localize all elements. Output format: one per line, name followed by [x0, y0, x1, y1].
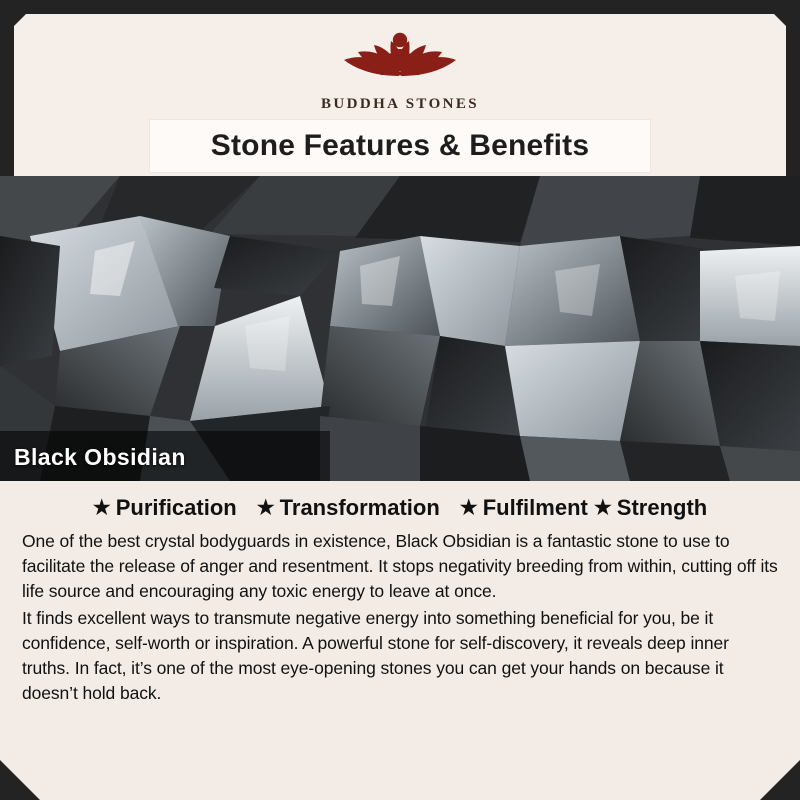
star-icon: ★ [593, 497, 612, 519]
description-paragraph-2: It finds excellent ways to transmute negative energy into something beneficial for you, be it confidence, self-worth or inspiration. A powerful stone for self-discovery, it reveals deep inner truths. In fact, it’s one of the most eye-opening stones you can get your hands on because it doesn’t hold back. [22, 608, 729, 704]
obsidian-crystal-illustration [0, 176, 800, 481]
star-icon: ★ [256, 497, 275, 519]
brand-block [0, 16, 800, 113]
keyword-label: Purification [115, 495, 237, 520]
keyword-label: Fulfilment [482, 495, 588, 520]
keyword-list [22, 495, 778, 521]
description-text [22, 529, 778, 706]
keyword-item-fulfilment [460, 495, 588, 521]
keyword-item-transformation [257, 495, 440, 521]
corner-decoration-bottom-left [0, 760, 40, 800]
keyword-item-strength [594, 495, 707, 521]
content-section [0, 481, 800, 800]
keyword-label: Strength [616, 495, 708, 520]
brand-name: BUDDHA STONES [320, 96, 480, 112]
corner-decoration-top-right [760, 0, 800, 40]
keyword-label: Transformation [279, 495, 440, 520]
lotus-buddha-icon [0, 16, 800, 94]
frame-top-border [0, 0, 800, 14]
star-icon: ★ [459, 497, 478, 519]
star-icon: ★ [92, 497, 111, 519]
corner-decoration-top-left [0, 0, 40, 40]
keyword-item-purification [93, 495, 237, 521]
hero-image [0, 176, 800, 481]
stone-name-label: Black Obsidian [14, 444, 186, 470]
description-paragraph-1: One of the best crystal bodyguards in existence, Black Obsidian is a fantastic stone to use to facilitate the release of anger and resentment. It stops negativity breeding from within, cutting off its life source and encouraging any toxic energy to leave at once. [22, 531, 778, 602]
corner-decoration-bottom-right [760, 760, 800, 800]
page-title-band [150, 120, 650, 172]
page-title: Stone Features & Benefits [210, 129, 590, 162]
